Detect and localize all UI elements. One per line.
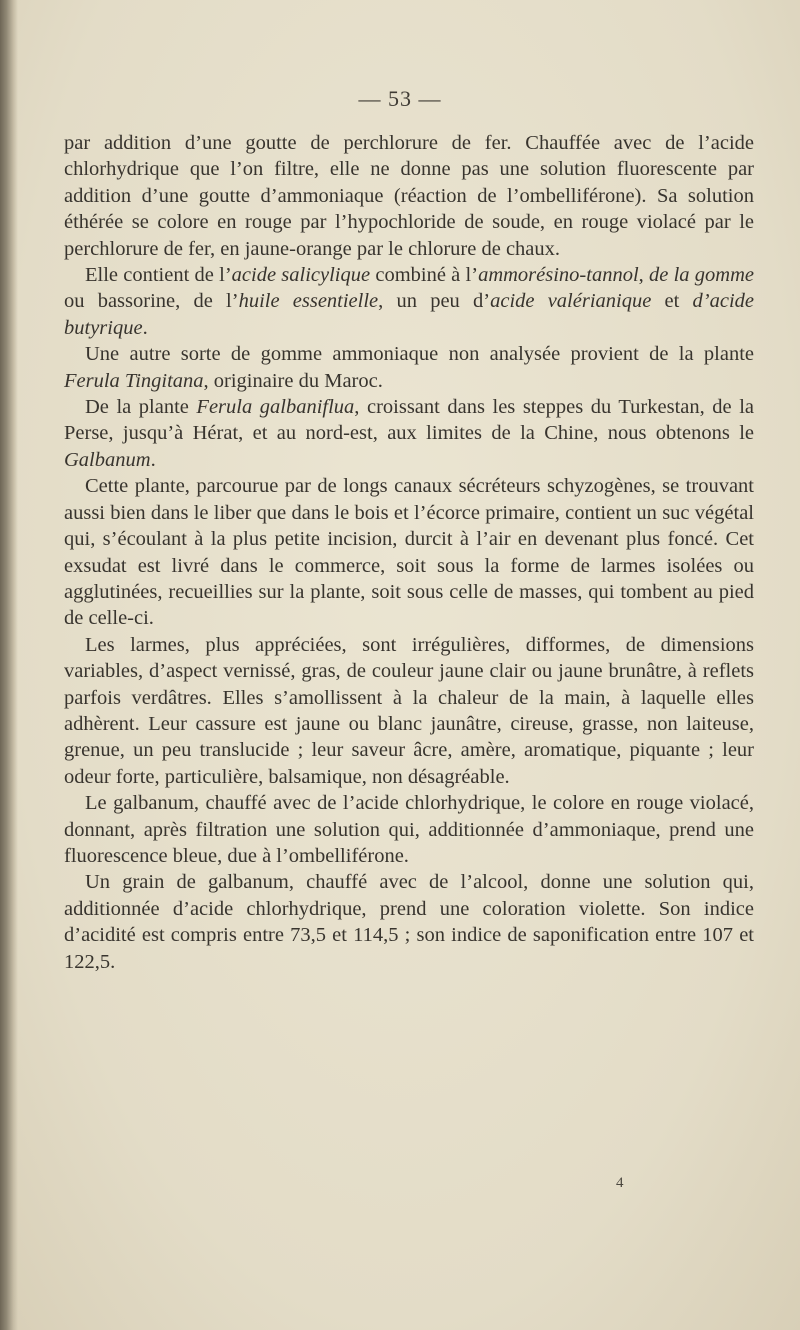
paragraph <box>64 341 754 394</box>
text-run: De la plante <box>85 396 197 419</box>
paragraph <box>64 394 754 473</box>
text-run: Cette plante, parcourue par de longs canaux sécréteurs schyzogènes, se trouvant aussi bien dans le liber que dans le bois et l’écorce primaire, contient un suc végétal qui, s’écoulant à la plus petite incision, durcit à l’air en devenant plus foncé. Cet exsudat est livré dans le commerce, soit sous la forme de larmes isolées ou agglutinées, recueillies sur la plante, soit sous celle de masses, qui tombent au pied de celle-ci. <box>64 475 754 630</box>
text-run: Les larmes, plus appréciées, sont irrégulières, difformes, de dimensions variables, d’aspect vernissé, gras, de couleur jaune clair ou jaune brunâtre, à reflets parfois verdâtres. Elles s’amollissent à la chaleur de la main, à laquelle elles adhèrent. Leur cassure est jaune ou blanc jaunâtre, cireuse, grasse, non laiteuse, grenue, un peu translucide ; leur saveur âcre, amère, aromatique, piquante ; leur odeur forte, particulière, balsamique, non désagréable. <box>64 633 754 788</box>
italic-text: huile essentielle <box>238 290 379 313</box>
text-run: combiné à l’ <box>370 264 479 287</box>
italic-text: Galbanum <box>64 448 151 471</box>
text-run: ou bassorine, de l’ <box>64 290 239 313</box>
text-run: , croissant dans les steppes du Turkestan, de la Perse, jusqu’à Hérat, et au nord-est, aux limites de la Chine, nous obtenons le <box>64 396 754 445</box>
body-text <box>64 130 754 975</box>
text-run: , <box>638 264 650 287</box>
italic-text: ammorésino-tannol <box>478 264 639 287</box>
text-run: . <box>150 448 156 471</box>
italic-text: d’acide butyrique <box>64 290 755 339</box>
italic-text: Ferula galbaniflua <box>196 396 355 419</box>
paragraph <box>64 262 754 341</box>
book-binding-shadow <box>0 0 18 1330</box>
text-run: par addition d’une goutte de perchlorure de fer. Chauffée avec de l’acide chlorhydrique que l’on filtre, elle ne donne pas une solution fluorescente par addition d’une goutte d’ammoniaque (réaction de l’ombelliférone). Sa solution éthérée se colore en rouge par l’hypochloride de soude, en rouge violacé par le perchlorure de fer, en jaune-orange par le chlorure de chaux. <box>64 132 754 260</box>
text-run: Un grain de galbanum, chauffé avec de l’alcool, donne une solution qui, additionnée d’acide chlorhydrique, prend une coloration violette. Son indice d’acidité est compris entre 73,5 et 114,5 ; son indice de saponification entre 107 et 122,5. <box>64 871 754 973</box>
italic-text: acide salicylique <box>231 264 371 287</box>
paragraph <box>64 869 754 975</box>
text-run: et <box>651 290 693 313</box>
text-run: Une autre sorte de gomme ammoniaque non analysée provient de la plante <box>85 343 754 366</box>
paragraph <box>64 790 754 869</box>
signature-mark: 4 <box>616 1175 624 1191</box>
paragraph <box>64 632 754 790</box>
italic-text: Ferula Tingitana <box>64 369 204 392</box>
italic-text: acide valérianique <box>490 290 652 313</box>
page-number: — 53 — <box>358 86 442 111</box>
paragraph <box>64 130 754 262</box>
text-run: Le galbanum, chauffé avec de l’acide chlorhydrique, le colore en rouge violacé, donnant, après filtration une solution qui, additionnée d’ammoniaque, prend une fluorescence bleue, due à l’ombelliférone. <box>64 792 754 867</box>
text-run: , un peu d’ <box>378 290 491 313</box>
text-run: Elle contient de l’ <box>85 264 232 287</box>
italic-text: de la gomme <box>649 264 755 287</box>
text-run: . <box>142 316 148 339</box>
text-run: , originaire du Maroc. <box>203 369 383 392</box>
paragraph <box>64 473 754 631</box>
